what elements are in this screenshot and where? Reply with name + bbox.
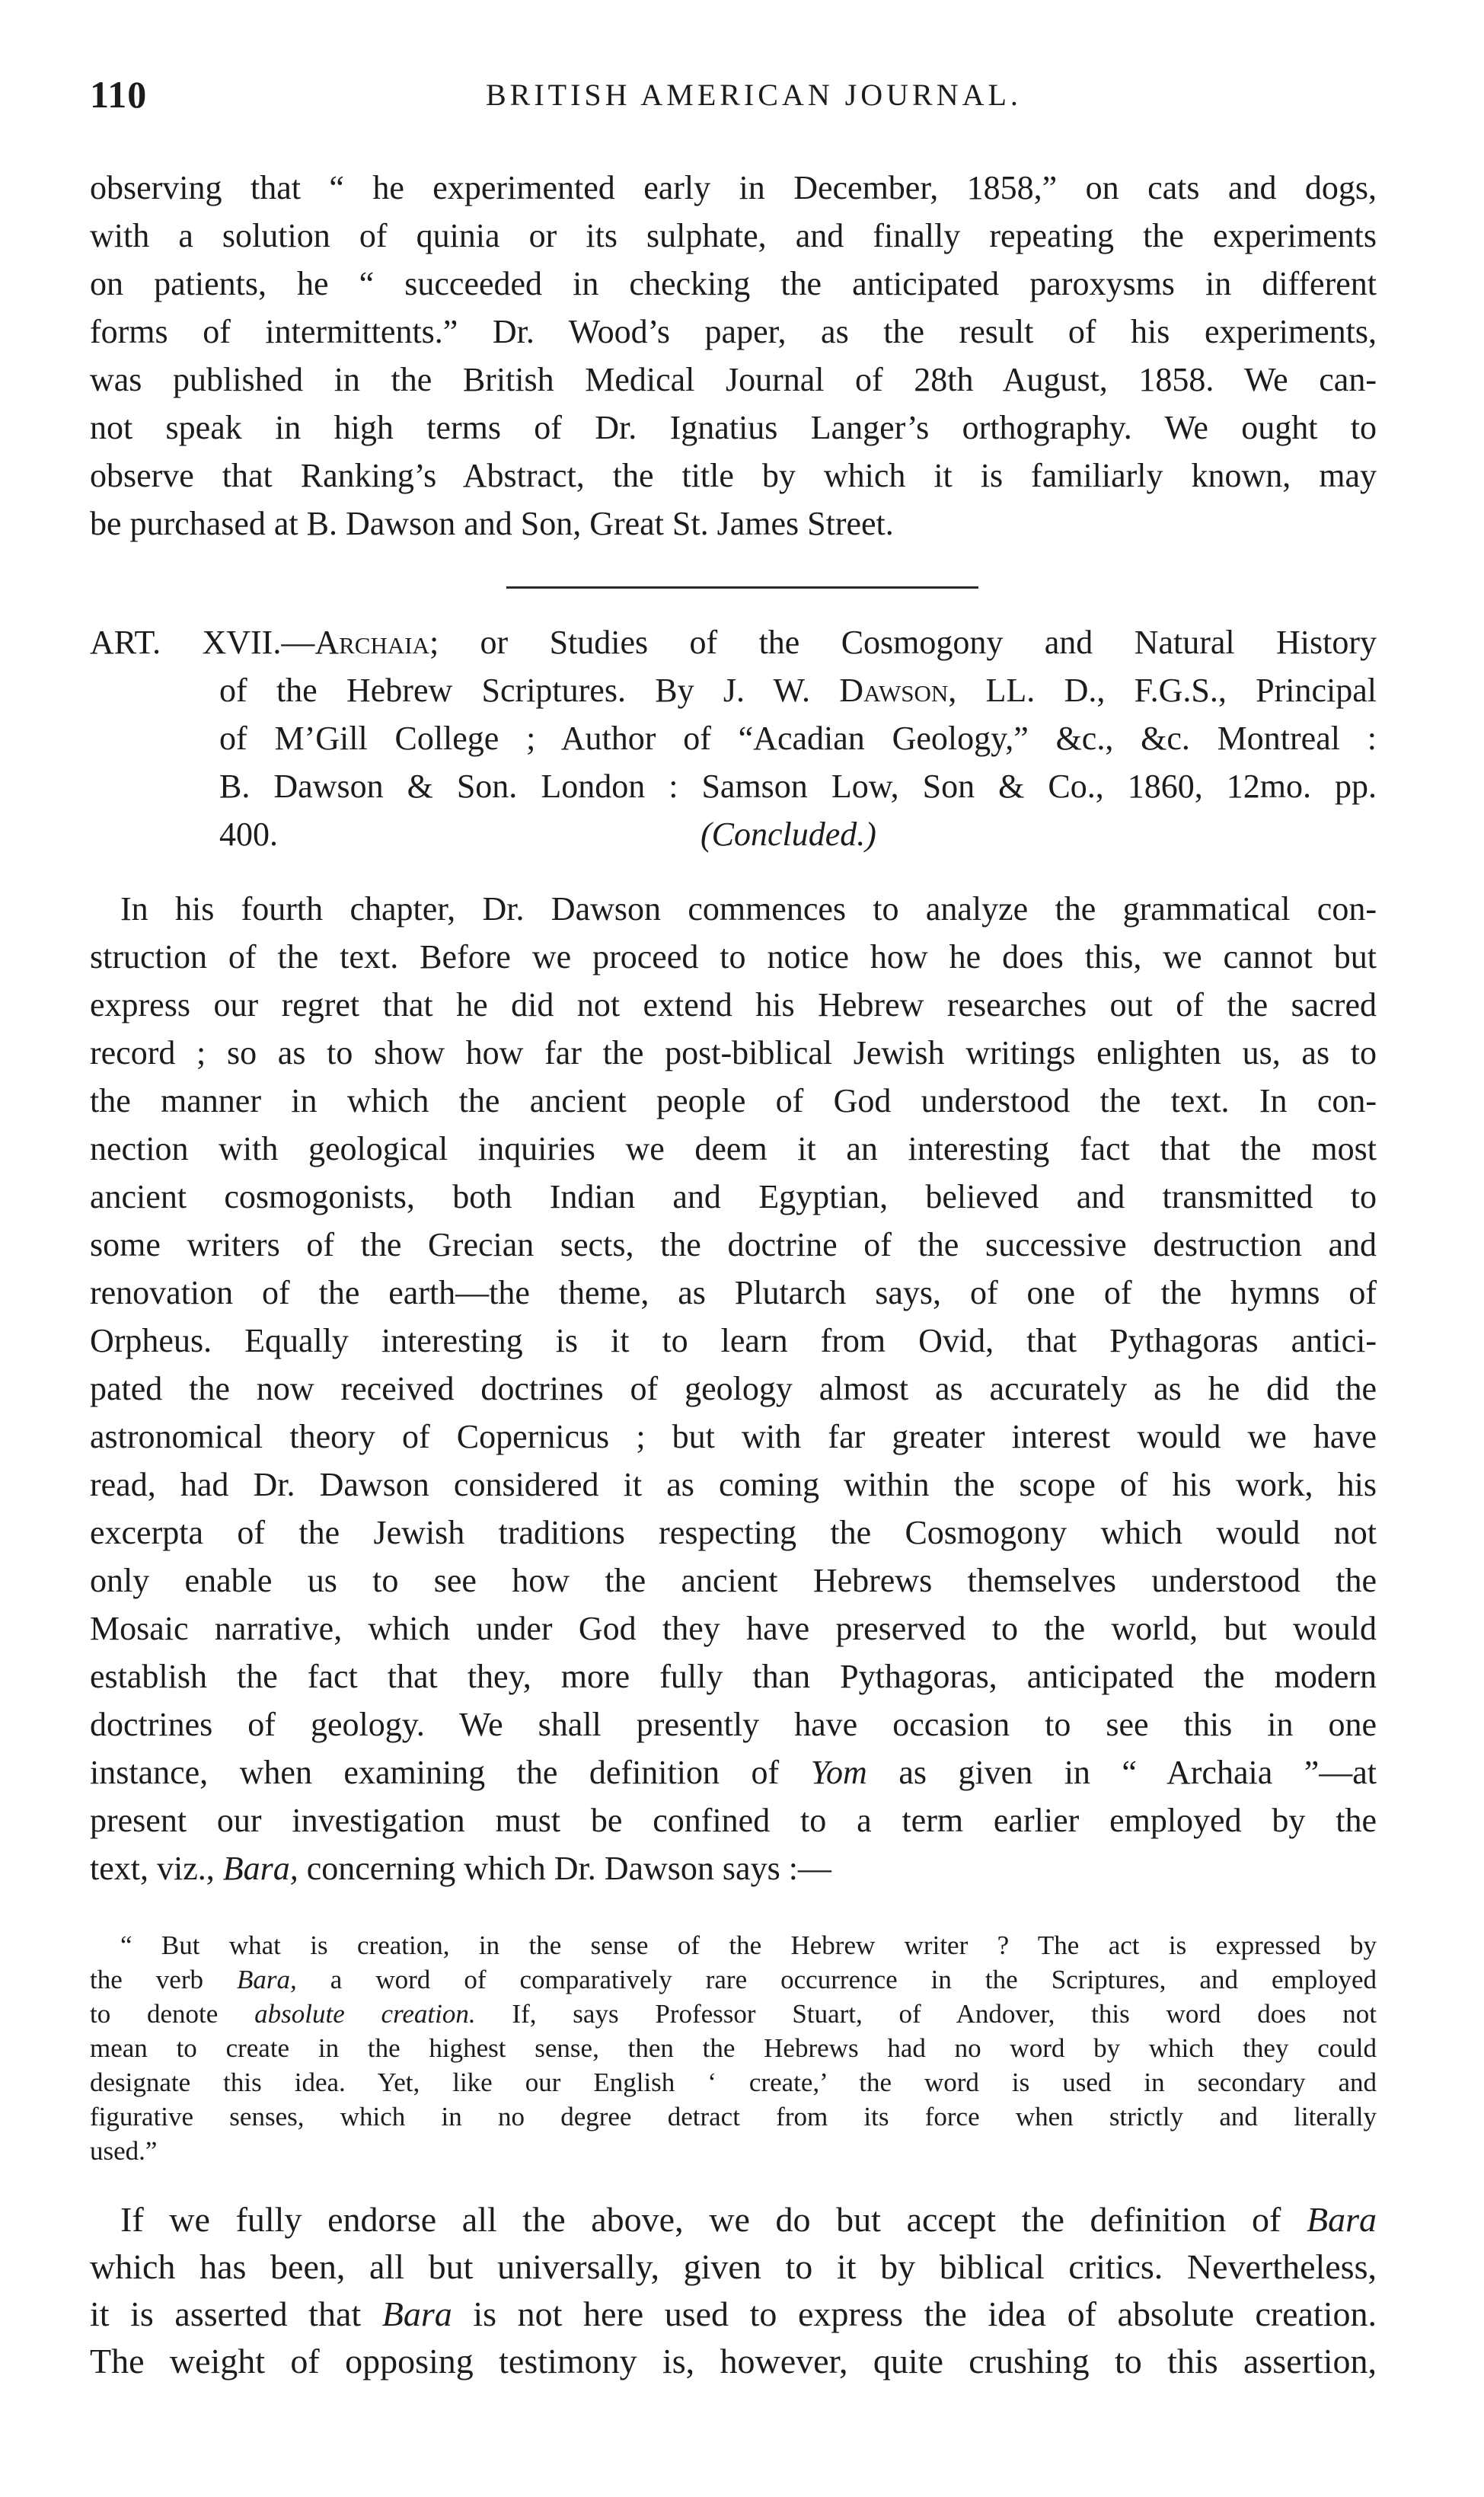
text-line: establish the fact that they, more fully than Pythagoras, anticipated the modern <box>90 1658 1377 1695</box>
emphasis: Bara, <box>222 1850 298 1887</box>
emphasis: Bara <box>1307 2200 1377 2239</box>
text-line: express our regret that he did not extend his Hebrew researches out of the sacred <box>90 986 1377 1023</box>
running-head: BRITISH AMERICAN JOURNAL. <box>486 78 1022 112</box>
quote-line: the verb Bara, a word of comparatively rare occurrence in the Scriptures, and employed <box>90 1965 1377 1994</box>
text-line: was published in the British Medical Journal of 28th August, 1858. We can- <box>90 361 1377 398</box>
article-number: ART. XVII.— <box>90 624 315 661</box>
text-line: Mosaic narrative, which under God they have preserved to the world, but would <box>90 1610 1377 1647</box>
page-number: 110 <box>90 73 148 116</box>
text-line: not speak in high terms of Dr. Ignatius Langer’s orthography. We ought to <box>90 409 1377 446</box>
text-line: the manner in which the ancient people of God understood the text. In con- <box>90 1082 1377 1119</box>
intro-paragraph <box>90 164 1377 548</box>
text-line: renovation of the earth—the theme, as Plutarch says, of one of the hymns of <box>90 1274 1377 1311</box>
text-line: doctrines of geology. We shall presently have occasion to see this in one <box>90 1706 1377 1743</box>
text-line: If we fully endorse all the above, we do but accept the definition of Bara <box>120 2200 1377 2239</box>
article-heading-line: B. Dawson & Son. London : Samson Low, Son & Co., 1860, 12mo. pp. <box>219 768 1377 805</box>
text-line: with a solution of quinia or its sulphate, and finally repeating the experiments <box>90 217 1377 254</box>
text-line: record ; so as to show how far the post-biblical Jewish writings enlighten us, as to <box>90 1034 1377 1071</box>
author-name: Dawson <box>839 672 949 709</box>
text-line: nection with geological inquiries we deem it an interesting fact that the most <box>90 1130 1377 1167</box>
page-header <box>90 72 1399 126</box>
closing-paragraph <box>90 2196 1377 2385</box>
text-line: read, had Dr. Dawson considered it as coming within the scope of his work, his <box>90 1466 1377 1503</box>
concluded-note: (Concluded.) <box>701 816 876 853</box>
text-line: forms of intermittents.” Dr. Wood’s paper, as the result of his experiments, <box>90 313 1377 350</box>
text-line: which has been, all but universally, given to it by biblical critics. Nevertheless, <box>90 2247 1377 2286</box>
text-line: The weight of opposing testimony is, however, quite crushing to this assertion, <box>90 2342 1377 2380</box>
text-line: astronomical theory of Copernicus ; but with far greater interest would we have <box>90 1418 1377 1455</box>
text-line: pated the now received doctrines of geology almost as accurately as he did the <box>90 1370 1377 1407</box>
article-heading <box>90 618 1377 858</box>
text-line: observe that Ranking’s Abstract, the title by which it is familiarly known, may <box>90 457 1377 494</box>
article-heading-line: of the Hebrew Scriptures. By J. W. Dawson, LL. D., F.G.S., Principal <box>219 672 1377 709</box>
emphasis: absolute creation. <box>254 1999 476 2029</box>
quote-line: designate this idea. Yet, like our English ‘ create,’ the word is used in secondary and <box>90 2068 1377 2097</box>
quote-line: mean to create in the highest sense, then the Hebrews had no word by which they could <box>90 2033 1377 2063</box>
quote-line: used.” <box>90 2136 158 2166</box>
text-line: it is asserted that Bara is not here used to express the idea of absolute creation. <box>90 2294 1377 2333</box>
text-line: excerpta of the Jewish traditions respecting the Cosmogony which would not <box>90 1514 1377 1551</box>
article-heading-line: 400. (Concluded.) <box>90 810 1377 858</box>
quote-line: “ But what is creation, in the sense of the Hebrew writer ? The act is expressed by <box>120 1930 1377 1960</box>
text-line: Orpheus. Equally interesting is it to learn from Ovid, that Pythagoras antici- <box>90 1322 1377 1359</box>
text-line: instance, when examining the definition of Yom as given in “ Archaia ”—at <box>90 1754 1377 1791</box>
text-line: only enable us to see how the ancient Hebrews themselves understood the <box>90 1562 1377 1599</box>
quote-line: figurative senses, which in no degree detract from its force when strictly and literally <box>90 2102 1377 2131</box>
text-line: ancient cosmogonists, both Indian and Egyptian, believed and transmitted to <box>90 1178 1377 1215</box>
book-subtitle: ; or Studies of the Cosmogony and Natural History <box>429 624 1377 661</box>
text-line: some writers of the Grecian sects, the doctrine of the successive destruction and <box>90 1226 1377 1263</box>
section-divider <box>506 586 978 589</box>
main-paragraph <box>90 885 1377 1892</box>
text-line: present our investigation must be confined to a term earlier employed by the <box>90 1802 1377 1839</box>
block-quote <box>90 1928 1377 2168</box>
text-line: observing that “ he experimented early in December, 1858,” on cats and dogs, <box>90 169 1377 206</box>
article-heading-line: of M’Gill College ; Author of “Acadian Geology,” &c., &c. Montreal : <box>219 720 1377 757</box>
text-line: on patients, he “ succeeded in checking the anticipated paroxysms in different <box>90 265 1377 302</box>
emphasis: Bara <box>381 2294 452 2333</box>
book-title: Archaia <box>314 624 429 661</box>
text-line: In his fourth chapter, Dr. Dawson commences to analyze the grammatical con- <box>120 890 1377 928</box>
quote-line: to denote absolute creation. If, says Professor Stuart, of Andover, this word does not <box>90 1999 1377 2029</box>
text-line: be purchased at B. Dawson and Son, Great St. James Street. <box>90 505 894 542</box>
article-heading-line <box>90 618 1377 666</box>
emphasis: Bara, <box>237 1965 297 1994</box>
text-line: text, viz., Bara, concerning which Dr. Dawson says :— <box>90 1850 831 1887</box>
text-line: struction of the text. Before we proceed to notice how he does this, we cannot but <box>90 938 1377 975</box>
emphasis: Yom <box>810 1754 867 1791</box>
